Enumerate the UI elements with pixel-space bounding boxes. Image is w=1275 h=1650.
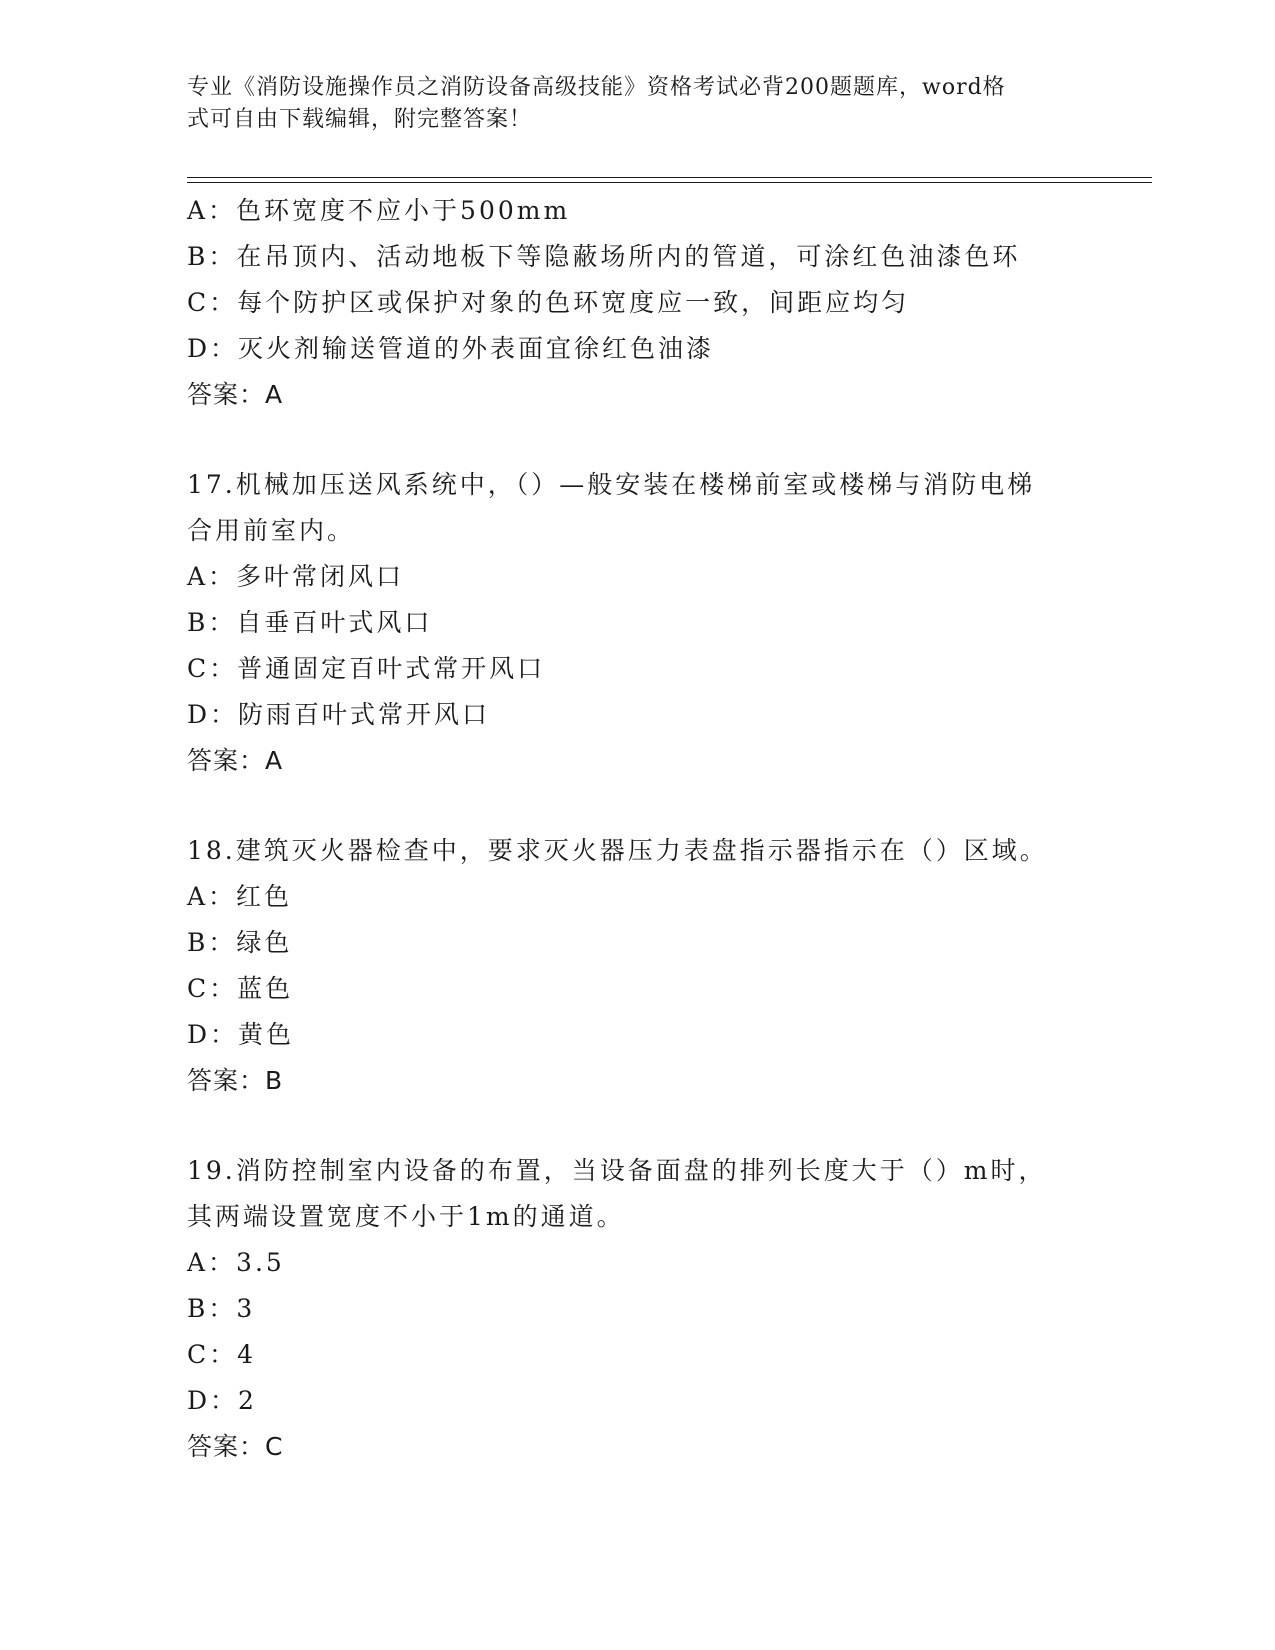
question-stem-line-1: 18.建筑灭火器检查中，要求灭火器压力表盘指示器指示在（）区域。 xyxy=(187,836,1048,865)
spacer xyxy=(187,418,1087,462)
spacer xyxy=(187,784,1087,828)
question-17 xyxy=(187,462,1087,784)
header-line-2: 式可自由下载编辑，附完整答案！ xyxy=(187,107,533,132)
header-line-1: 专业《消防设施操作员之消防设备高级技能》资格考试必背200题题库，word格 xyxy=(187,75,1006,100)
question-16 xyxy=(187,188,1087,418)
answer: 答案：C xyxy=(187,1432,284,1461)
option-a: A：多叶常闭风口 xyxy=(187,562,405,591)
option-d: D：2 xyxy=(187,1386,257,1415)
option-c: C：4 xyxy=(187,1340,257,1369)
option-a: A：3.5 xyxy=(187,1248,285,1277)
question-18 xyxy=(187,828,1087,1104)
option-d: D：防雨百叶式常开风口 xyxy=(187,700,491,729)
option-d: D：黄色 xyxy=(187,1020,295,1049)
option-b: B：在吊顶内、活动地板下等隐蔽场所内的管道，可涂红色油漆色环 xyxy=(187,242,1021,271)
option-c: C：每个防护区或保护对象的色环宽度应一致，间距应均匀 xyxy=(187,288,910,317)
option-b: B：3 xyxy=(187,1294,256,1323)
question-stem-line-2: 其两端设置宽度不小于1m的通道。 xyxy=(187,1202,625,1231)
option-b: B：自垂百叶式风口 xyxy=(187,608,433,637)
document-header xyxy=(187,72,1067,136)
question-stem-line-1: 19.消防控制室内设备的布置，当设备面盘的排列长度大于（）m时， xyxy=(187,1156,1047,1185)
option-d: D：灭火剂输送管道的外表面宜徐红色油漆 xyxy=(187,334,715,363)
question-stem-line-2: 合用前室内。 xyxy=(187,516,356,545)
header-divider-bottom xyxy=(187,182,1152,183)
question-stem-line-1: 17.机械加压送风系统中，（）—般安装在楼梯前室或楼梯与消防电梯 xyxy=(187,470,1036,499)
answer: 答案：A xyxy=(187,746,284,775)
answer: 答案：A xyxy=(187,380,284,409)
option-c: C：普通固定百叶式常开风口 xyxy=(187,654,546,683)
option-a: A：红色 xyxy=(187,882,293,911)
option-b: B：绿色 xyxy=(187,928,293,957)
option-c: C：蓝色 xyxy=(187,974,294,1003)
header-divider-top xyxy=(187,177,1152,178)
answer: 答案：B xyxy=(187,1066,284,1095)
spacer xyxy=(187,1104,1087,1148)
question-list xyxy=(187,188,1087,1470)
option-a: A：色环宽度不应小于500mm xyxy=(187,196,571,225)
question-19 xyxy=(187,1148,1087,1470)
